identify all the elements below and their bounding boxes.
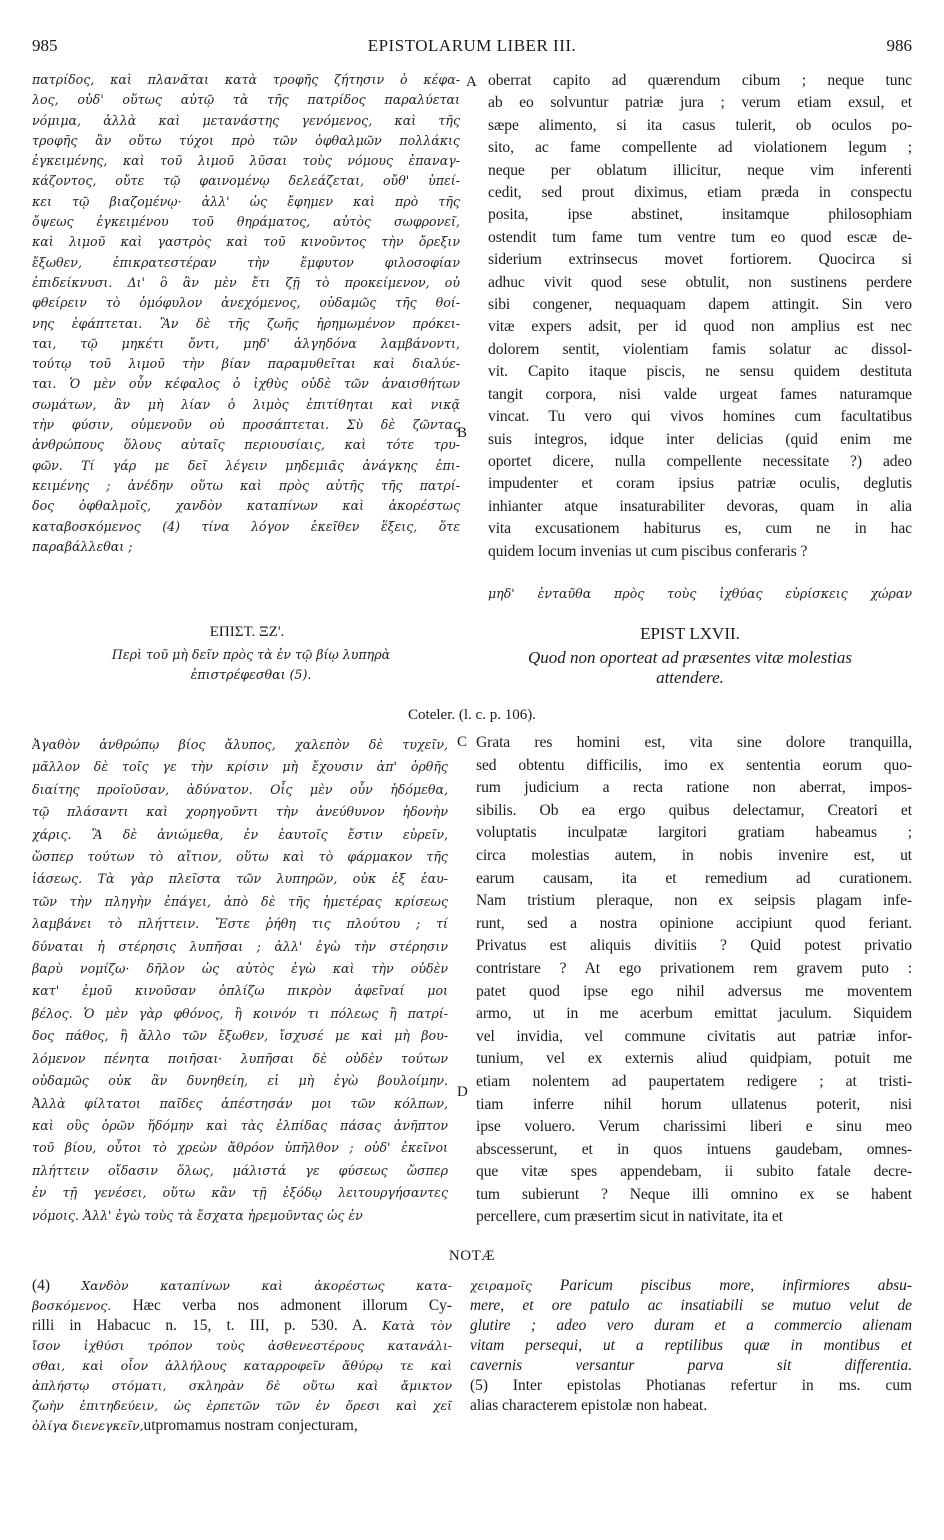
text-line: etiam nolentem ad paupertatem redigere ; at tristi-	[476, 1072, 912, 1090]
text-line: tangit corpora, nisi valde urgeat fames naturamque	[488, 385, 912, 403]
note-fragment: ζωὴν ἐπιτηδεύειν, ὡς ἑρπετῶν τῶν ἐν ὄρεσι καὶ χεῖ	[32, 1398, 452, 1413]
text-line: oportet dicere, nulla compellente necessitate ?) adeo	[488, 452, 912, 470]
note-line	[32, 1316, 452, 1336]
marker-d: D	[457, 1084, 468, 1100]
note-line	[470, 1276, 912, 1296]
note-fragment: mere, et ore patulo ac insatiabili se mutuo velut de	[470, 1297, 912, 1314]
page-header	[32, 36, 912, 60]
text-line: patet quod ipse ego nihil adversus me moventem	[476, 982, 912, 1000]
note-fragment: (5) Inter epistolas Photianas refertur in ms. cum	[470, 1377, 912, 1394]
text-line: quidem locum invenias ut cum piscibus conferaris ?	[488, 542, 808, 560]
text-line: ἐν τῇ γενέσει, οὕτω κἂν τῇ ἐξόδῳ λειτουργήσαντες	[32, 1185, 448, 1201]
text-line: Ἀλλὰ φίλτατοι παῖδες ἀπέστησάν μοι τῶν κόλπων,	[32, 1095, 448, 1111]
note-fragment: Κατὰ τὸν	[382, 1318, 452, 1333]
right-page-number: 986	[886, 36, 912, 55]
text-line: earum causam, ita et remedium ad curationem.	[476, 869, 912, 887]
note-line	[470, 1396, 912, 1416]
latin-epistle-subtitle: Quod non oporteat ad præsentes vitæ molestias attendere.	[528, 648, 852, 687]
text-line: ται, τῷ μηκέτι ὄντι, μηδ' ἀλγηδόνα λαμβάνοντι,	[32, 335, 460, 351]
note-line	[32, 1376, 452, 1396]
greek-column-top	[32, 70, 460, 557]
text-line: ostendit tum fame tum ventre tum eo quod escæ de-	[488, 228, 912, 246]
note-left-column	[32, 1276, 452, 1436]
text-line: que vitæ spes appendebam, ii subito fatale decre-	[476, 1163, 912, 1181]
text-line: διαίτης προϊοῦσαν, ἀδύνατον. Οἷς μὲν οὖν ἡδόμεθα,	[32, 781, 448, 797]
greek-epistle-title: ΕΠΙΣΤ. ΞΖ'.	[209, 624, 285, 640]
text-line: ὥσπερ τούτων τὸ αἴτιον, οὕτω καὶ τὸ φάρμακον τῆς	[32, 849, 448, 865]
note-line	[32, 1276, 452, 1296]
marker-c: C	[457, 734, 468, 750]
note-line	[470, 1356, 912, 1376]
text-line: μᾶλλον δὲ τοῖς γε τὴν κρίσιν μὴ ἔχουσιν ἀπ' ὀρθῆς	[32, 759, 448, 775]
note-fragment: βοσκόμενος.	[32, 1298, 112, 1313]
text-line: νόμιμα, ἀλλὰ καὶ μετανάστης γενόμενος, καὶ τῆς	[32, 112, 460, 128]
text-line: sito, ac fame compellente ad violationem legum ;	[488, 139, 912, 157]
text-line: τούτῳ τοῦ λιμοῦ τὴν βίαν παραμυθεῖται καὶ διαλύε-	[32, 356, 460, 372]
text-line: vincat. Tu vero qui vivos homines cum facultatibus	[488, 408, 912, 426]
note-line	[32, 1396, 452, 1416]
text-line: siderium extrinsecus movet fortiorem. Quocirca si	[488, 251, 912, 269]
text-line: sibi congener, nequaquam dapem attingit. Sin vero	[488, 296, 912, 314]
marker-b: B	[457, 425, 468, 441]
running-title: EPISTOLARUM LIBER III.	[367, 36, 577, 55]
note-fragment: σθαι, καὶ οἷον ἀλλήλους καταρροφεῖν ἄθύρῳ τε καὶ	[32, 1358, 452, 1373]
text-line: cedit, sed prout diximus, etiam præda in conspectu	[488, 184, 912, 202]
greek-epistle-subtitle: Περὶ τοῦ μὴ δεῖν πρὸς τὰ ἐν τῷ βίῳ λυπηρὰ ἐπιστρέφεσθαι (5).	[111, 647, 391, 682]
text-line: λόμενον πένητα ποιῆσαι· λυπῆσαι δὲ οὐδὲν τούτων	[32, 1050, 448, 1066]
text-line: βέλος. Ὁ μὲν γὰρ φθόνος, ἢ κοινόν τι πόλεως ἢ πατρί-	[32, 1005, 448, 1021]
marker-a: A	[466, 74, 477, 90]
note-fragment: utpromamus nostram conjecturam,	[143, 1417, 358, 1434]
note-fragment: ἴσον ἰχθύσι τρόπον τοὺς ἀσθενεστέρους κατανάλι-	[32, 1338, 452, 1353]
text-line: ἰάσεως. Τὰ γὰρ πλεῖστα τῶν λυπηρῶν, οὐκ ἐξ ἑαυ-	[32, 871, 448, 887]
text-line: τὴν φύσιν, οὐμενοῦν οὐ προσάπτεται. Σὺ δὲ ζῶντας	[32, 417, 460, 433]
text-line: ται. Ὁ μὲν οὖν κέφαλος ὁ ἰχθὺς οὐδὲ τῶν ἀναισθήτων	[32, 376, 460, 392]
note-fragment: glutire ; adeo vero duram et a commercio alienam	[470, 1317, 912, 1334]
text-line: παραβάλλεθαι ;	[32, 538, 133, 554]
text-line: Grata res homini est, vita sine dolore tranquilla,	[476, 734, 912, 751]
latin-column-top	[488, 70, 912, 563]
text-line: tiam inferre nihil horum ullatenus poterit, nisi	[476, 1095, 912, 1113]
note-fragment: rilli in Habacuc n. 15, t. III, p. 530. A.	[32, 1317, 383, 1334]
text-line: πατρίδος, καὶ πλανᾶται κατὰ τροφῆς ζήτησιν ὁ κέφα-	[32, 72, 460, 87]
text-line: posita, ipse abstinet, insitamque philosophiam	[488, 206, 912, 224]
text-line: impudenter et coram ipsius patriæ oculis, deglutis	[488, 475, 912, 493]
text-line: νόμοις. Ἀλλ' ἐγὼ τοὺς τὰ ἔσχατα ἠρεμοῦντας ὡς ἐν	[32, 1207, 363, 1223]
text-line: runt, sed a nostra opinione accipiunt quod feriant.	[476, 914, 912, 932]
note-fragment: ἀπλήστῳ στόματι, σκληρὰν δὲ οὕτω καὶ ἄμικτον	[32, 1378, 452, 1393]
text-line: κειμένης ; ἀνέδην οὕτω καὶ πρὸς αὐτῆς τῆς πατρί-	[32, 477, 460, 493]
note-fragment: cavernis versantur parva sit differentia.	[470, 1357, 912, 1374]
text-line: inhianter atque insaturabiliter devoras, quam in alia	[488, 497, 912, 515]
text-line: λος, οὐδ' οὕτως αὐτῷ τὰ τῆς πατρίδος παραλύεται	[32, 92, 460, 108]
text-line: suis integros, idque inter delicias (quid enim me	[488, 430, 912, 448]
left-page-number: 985	[32, 36, 58, 55]
text-line: δος ὀφθαλμοῖς, χανδὸν καταπίνων καὶ ἀκορέστως	[32, 498, 460, 514]
source-reference: Coteler. (l. c. p. 106).	[408, 707, 536, 723]
note-fragment: alias characterem epistolæ non habeat.	[470, 1397, 708, 1414]
text-line: rum judicium a recta ratione non aberrat, impos-	[476, 779, 912, 797]
note-fragment: ὀλίγα διενεγκεῖν,	[32, 1418, 144, 1433]
text-line: κει τῷ βιαζομένῳ· ἀλλ' ὡς ἔφημεν καὶ πρὸ τῆς	[32, 193, 460, 209]
text-line: τοῦ βίου, οὗτοι τὸ χρεὼν ἄθρόον ὑπῆλθον ; οὐδ' ἐκεῖνοι	[32, 1140, 448, 1156]
text-line: ab eo solvuntur patriæ jura ; verum etiam exsul, et	[488, 94, 912, 112]
text-line: vitæ expers adsit, per id quod non amplius est nec	[488, 318, 912, 336]
text-line: βαρὺ νομίζω· δῆλον ὡς αὐτὸς ἐγὼ καὶ τὴν οὐδὲν	[32, 961, 448, 977]
note-line	[470, 1296, 912, 1316]
text-line: dolorem sentit, violentiam famis solatur ac dissol-	[488, 340, 912, 358]
text-line: Privatus est aliquis divitiis ? Quid potest privatio	[476, 937, 912, 955]
note-fragment: Hæc verba nos admonent illorum Cy-	[111, 1297, 452, 1314]
text-line: sibilis. Ob ea ergo quibus delectamur, Creatori et	[476, 801, 912, 819]
text-line: abscesserunt, et in quos intuens gaudebam, omnes-	[476, 1140, 912, 1158]
text-line: vit. Capito itaque piscis, ne sensu quidem destituta	[488, 363, 912, 381]
text-line: οὐδαμῶς οὐκ ἂν δυνηθείη, εἰ μὴ ἐγὼ βουλοίμην.	[32, 1073, 448, 1089]
note-line	[32, 1336, 452, 1356]
text-line: δύναται ἡ στέρησις λυπῆσαι ; ἀλλ' ἐγὼ τὴν στέρησιν	[32, 938, 448, 954]
text-line: vel invidia, vel commune civitatis aut patriæ infor-	[476, 1027, 912, 1045]
note-line	[32, 1356, 452, 1376]
text-line: circa molestias autem, in nobis invenire est, ut	[476, 846, 912, 864]
text-line: νης ἐφάπτεται. Ἂν δὲ τῆς ζωῆς ἠρημωμένον πρόκει-	[32, 315, 460, 331]
text-line: contristare ? At ego privationem rem gravem puto :	[476, 959, 912, 977]
text-line: ὄψεως ἐγκειμένου τοῦ θηράματος, αὐτὸς σωφρονεῖ,	[32, 214, 460, 230]
text-line: voluptatis inculpatæ largitori gratiam habeamus ;	[476, 824, 912, 842]
text-line: τῶν τὴν πληγὴν ἐπάγει, ἀπὸ δὲ τῆς ἡμετέρας κρίσεως	[32, 893, 448, 909]
note-line	[470, 1336, 912, 1356]
note-line	[32, 1296, 452, 1316]
text-line: φθείρειν τὸ ὁμόφυλον ἀνεχόμενος, οὐδαμῶς τῆς θοί-	[32, 295, 460, 311]
note-line	[32, 1416, 452, 1436]
note-line	[470, 1316, 912, 1336]
latin-epistle-title: EPIST LXVII.	[640, 624, 740, 643]
text-line: percellere, cum præsertim sicut in nativitate, ita et	[476, 1208, 783, 1226]
text-line: καὶ οὓς ὁρῶν ἥδόμην καὶ τὰς ἐλπίδας πάσας ἀνῆπτον	[32, 1117, 448, 1133]
text-line: φῶν. Τί γάρ με δεῖ λέγειν μηδεμιᾶς ἀνάγκης ἐπι-	[32, 457, 460, 473]
note-fragment: vitam persequi, ut a reptilibus quæ in montibus et	[470, 1337, 912, 1354]
text-line: τροφῆς ἂν οὕτω τύχοι πρὸ τῶν ὀφθαλμῶν πολλάκις	[32, 132, 460, 148]
text-line: Nam tristium pleraque, non ex seipsis plagam infe-	[476, 892, 912, 910]
text-line: κατ' ἐμοῦ κινοῦσαν ὁπλίζω πικρὸν ἀφεῖναί μοι	[32, 983, 448, 999]
text-line: ἀνθρώπους ὅλους αὐταῖς περιουσίαις, καὶ τότε τρυ-	[32, 437, 460, 453]
text-line: δος πάθος, ἢ ἄλλο τῶν ἔξωθεν, ἴσχυσέ με καὶ μὴ βου-	[32, 1028, 448, 1044]
text-line: σωμάτων, ἂν μὴ λίαν ὁ λιμὸς ἐπιτίθηται καὶ νικᾷ	[32, 396, 460, 412]
text-line: καταβοσκόμενος (4) τίνα λόγον ἐκεῖθεν ἕξεις, ὅτε	[32, 518, 460, 534]
text-line: Ἀγαθὸν ἀνθρώπῳ βίος ἄλυπος, χαλεπὸν δὲ τυχεῖν,	[32, 737, 448, 752]
note-fragment: (4)	[32, 1277, 82, 1294]
text-line: oberrat capito ad quærendum cibum ; neque tunc	[488, 72, 912, 89]
text-line: κάζοντος, οὔτε τῷ φαινομένῳ δελεάζεται, οὔθ' ὑπεί-	[32, 173, 460, 189]
text-line: sæpe alimento, si ita casus tulerit, ob oculos po-	[488, 116, 912, 134]
text-line: καὶ λιμοῦ καὶ γαστρὸς καὶ τοῦ κινοῦντος τὴν ὄρεξιν	[32, 234, 460, 250]
text-line: sed obtentu difficilis, imo ex sententia eorum quo-	[476, 756, 912, 774]
notes-heading: NOTÆ	[448, 1248, 496, 1264]
text-line: tunium, vel ex externis aliud quidpiam, potuit me	[476, 1050, 912, 1068]
text-line: ἐπιδείκνυσι. Δι' ὃ ἂν μὲν ἔτι ζῇ τὸ προκείμενον, οὐ	[32, 274, 460, 290]
text-line: ἐγκειμένης, καὶ τοῦ λιμοῦ λῦσαι τοὺς νόμους ἐπαναγ-	[32, 153, 460, 169]
text-line: τῷ πλάσαντι καὶ χορηγοῦντι τὴν ἀνεύθυνον ἡδονὴν	[32, 804, 448, 820]
latin-column-greek-tail: μηδ' ἐνταῦθα πρὸς τοὺς ἰχθύας εὑρίσκεις χώραν	[488, 586, 912, 601]
note-fragment: Paricum piscibus more, infirmiores absu-	[531, 1277, 912, 1294]
text-line: χάρις. Ἃ δὲ ἀνιώμεθα, ἐν ἑαυτοῖς ἔστιν εὑρεῖν,	[32, 826, 448, 842]
text-line: ipse voluero. Verum charissimi liberi e sinu meo	[476, 1118, 912, 1136]
text-line: ἔξωθεν, ἐπικρατεστέραν τὴν ἔμφυτον φιλοσοφίαν	[32, 254, 460, 270]
text-line: neque per oblatum illicitur, neque vim inferenti	[488, 161, 912, 179]
note-right-column	[470, 1276, 912, 1416]
latin-column-body	[476, 732, 912, 1229]
note-line	[470, 1376, 912, 1396]
text-line: λαμβάνει τὸ πλήττειν. Ἔστε ῥήθη τις πλούτου ; τί	[32, 916, 448, 932]
note-fragment: χειραμοῖς	[470, 1278, 532, 1293]
greek-column-body	[32, 734, 448, 1227]
text-line: πλήττειν οἴδασιν ὅλως, μάλιστά γε φύσεως ὥσπερ	[32, 1162, 448, 1178]
text-line: armo, ut in me acerbum emittat jaculum. Siquidem	[476, 1005, 912, 1023]
text-line: adhuc vivit quod sese obtulit, non sustinens perdere	[488, 273, 912, 291]
text-line: tum subierunt ? Neque illi omnino ex se habent	[476, 1185, 912, 1203]
note-fragment: Χανδὸν καταπίνων καὶ ἀκορέστως κατα-	[81, 1278, 452, 1293]
text-line: vita excusationem habiturus es, cum ne in hac	[488, 520, 912, 538]
